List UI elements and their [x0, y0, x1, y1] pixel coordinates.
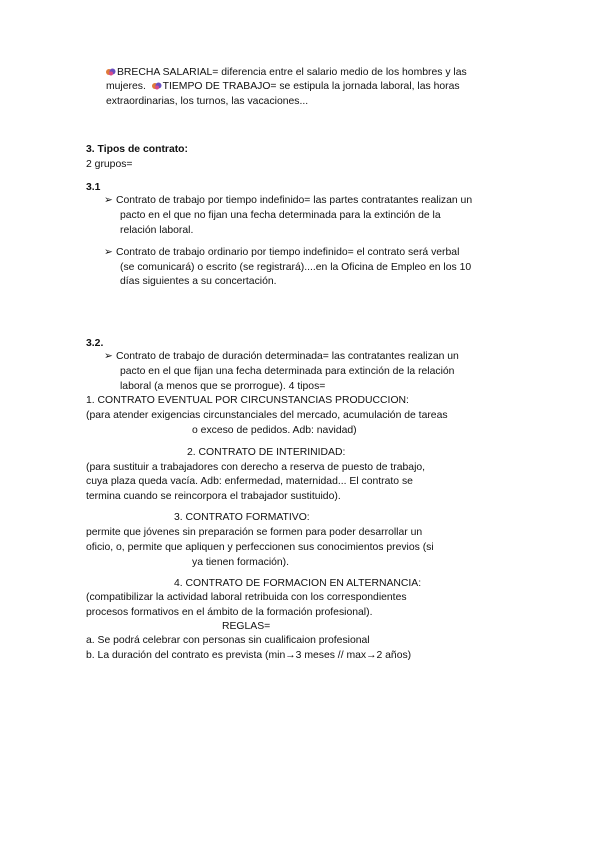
s31-bullet-1: ➢ Contrato de trabajo por tiempo indefinido= las partes contratantes realizan un [104, 195, 473, 206]
brecha-text: BRECHA SALARIAL= diferencia entre el salario medio de los hombres y las [117, 67, 467, 78]
s31-bullet-1-line-3: relación laboral. [120, 225, 194, 236]
tiempo-trabajo-cont: extraordinarias, los turnos, las vacaciones... [106, 96, 309, 107]
type-3-title: 3. CONTRATO FORMATIVO: [174, 512, 310, 523]
rule-a: a. Se podrá celebrar con personas sin cualificaion profesional [86, 635, 370, 646]
type-4-line-1: (compatibilizar la actividad laboral retribuida con los correspondientes [86, 592, 407, 603]
type-1-line-2: o exceso de pedidos. Adb: navidad) [192, 425, 357, 436]
type-3-line-1: permite que jóvenes sin preparación se formen para poder desarrollar un [86, 527, 423, 538]
section-3-groups: 2 grupos= [86, 159, 133, 170]
type-3-line-3: ya tienen formación). [192, 557, 290, 568]
type-3-line-2: oficio, o, permite que apliquen y perfeccionen sus conocimientos previos (si [86, 542, 434, 553]
s31-bullet-2-line-2: (se comunicará) o escrito (se registrará)....en la Oficina de Empleo en los 10 [120, 262, 472, 273]
bullet-arrow-icon: ➢ [104, 247, 113, 258]
bullet-arrow-icon: ➢ [104, 351, 113, 362]
type-2-line-3: termina cuando se reincorpora el trabajador sustituido). [86, 491, 341, 502]
type-4-line-2: procesos formativos en el ámbito de la formación profesional). [86, 607, 373, 618]
type-1-line-1: (para atender exigencias circunstanciales del mercado, acumulación de tareas [86, 410, 448, 421]
type-2-title: 2. CONTRATO DE INTERINIDAD: [187, 447, 346, 458]
s31-bullet-1-line-2: pacto en el que no fijan una fecha determinada para la extinción de la [120, 210, 441, 221]
s32-bullet-1-line-3: laboral (a menos que se prorrogue). 4 tipos= [120, 381, 326, 392]
bullet-arrow-icon: ➢ [104, 195, 113, 206]
section-3-1-heading: 3.1 [86, 182, 101, 193]
brain-icon [106, 68, 116, 76]
s32-bullet-1: ➢ Contrato de trabajo de duración determinada= las contratantes realizan un [104, 351, 459, 362]
s31-bullet-2: ➢ Contrato de trabajo ordinario por tiempo indefinido= el contrato será verbal [104, 247, 460, 258]
rule-b: b. La duración del contrato es prevista (min→3 meses // max→2 años) [86, 650, 412, 661]
s32-bullet-1-line-2: pacto en el que fijan una fecha determinada para extinción de la relación [120, 366, 455, 377]
type-2-line-1: (para sustituir a trabajadores con derecho a reserva de puesto de trabajo, [86, 462, 426, 473]
type-2-line-2: cuya plaza queda vacía. Adb: enfermedad, maternidad... El contrato se [86, 476, 413, 487]
tiempo-trabajo-line [106, 80, 460, 93]
type-1-title: 1. CONTRATO EVENTUAL POR CIRCUNSTANCIAS PRODUCCION: [86, 395, 409, 406]
brain-icon [152, 82, 162, 90]
s31-bullet-2-line-3: días siguientes a su concertación. [120, 276, 277, 287]
tiempo-text: TIEMPO DE TRABAJO= se estipula la jornada laboral, las horas [162, 81, 460, 92]
type-4-title: 4. CONTRATO DE FORMACION EN ALTERNANCIA: [174, 578, 422, 589]
section-3-2-heading: 3.2. [86, 338, 104, 349]
section-3-heading: 3. Tipos de contrato: [86, 144, 188, 155]
rules-title: REGLAS= [222, 621, 271, 632]
brecha-salarial-line [106, 66, 467, 79]
brecha-text-cont: mujeres. [106, 81, 146, 92]
